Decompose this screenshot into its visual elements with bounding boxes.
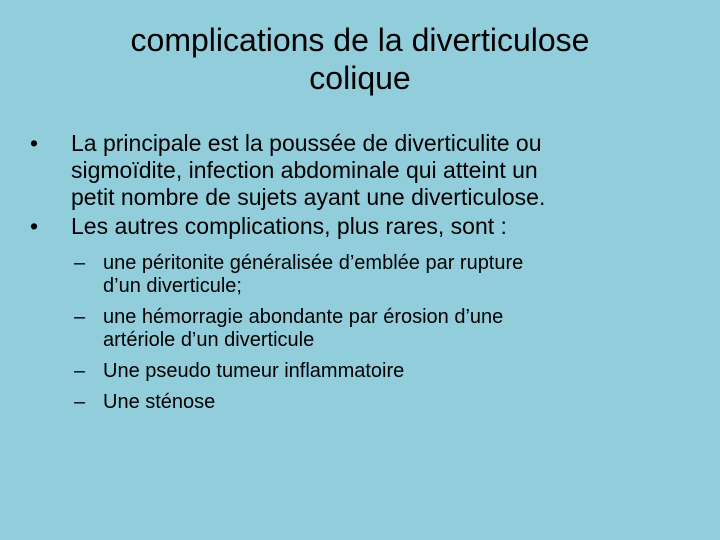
title-line: complications de la diverticulose bbox=[130, 22, 590, 58]
sub-list bbox=[74, 252, 690, 414]
bullet-item-main-complication bbox=[30, 130, 690, 211]
dash-icon: – bbox=[74, 391, 86, 413]
title-line: colique bbox=[309, 59, 411, 96]
bullet-text bbox=[71, 130, 690, 211]
sub-item-line: Une pseudo tumeur inflammatoire bbox=[103, 360, 405, 382]
bullet-line: sigmoïdite, infection abdominale qui atteint un bbox=[71, 157, 538, 183]
sub-item-peritonite bbox=[74, 252, 690, 298]
sub-item-pseudo-tumeur bbox=[74, 360, 690, 383]
slide-body bbox=[30, 130, 690, 422]
dash-icon: – bbox=[74, 360, 86, 382]
sub-item-line: une hémorragie abondante par érosion d’une bbox=[103, 306, 504, 328]
bullet-line: petit nombre de sujets ayant une diverticulose. bbox=[71, 184, 546, 210]
sub-item-stenose bbox=[74, 391, 690, 414]
dash-icon: – bbox=[74, 252, 86, 274]
sub-item-hemorragie bbox=[74, 306, 690, 352]
bullet-icon: • bbox=[30, 130, 39, 156]
bullet-line: Les autres complications, plus rares, sont : bbox=[71, 213, 507, 239]
bullet-item-other-complications bbox=[30, 213, 690, 240]
bullet-icon: • bbox=[30, 213, 39, 239]
bullet-text bbox=[71, 213, 690, 240]
sub-item-line: artériole d’un diverticule bbox=[103, 329, 315, 351]
slide-title bbox=[60, 22, 660, 98]
bullet-line: La principale est la poussée de diverticulite ou bbox=[71, 130, 542, 156]
dash-icon: – bbox=[74, 306, 86, 328]
sub-item-line: Une sténose bbox=[103, 391, 216, 413]
sub-item-line: une péritonite généralisée d’emblée par rupture bbox=[103, 252, 524, 274]
sub-item-line: d’un diverticule; bbox=[103, 275, 242, 297]
